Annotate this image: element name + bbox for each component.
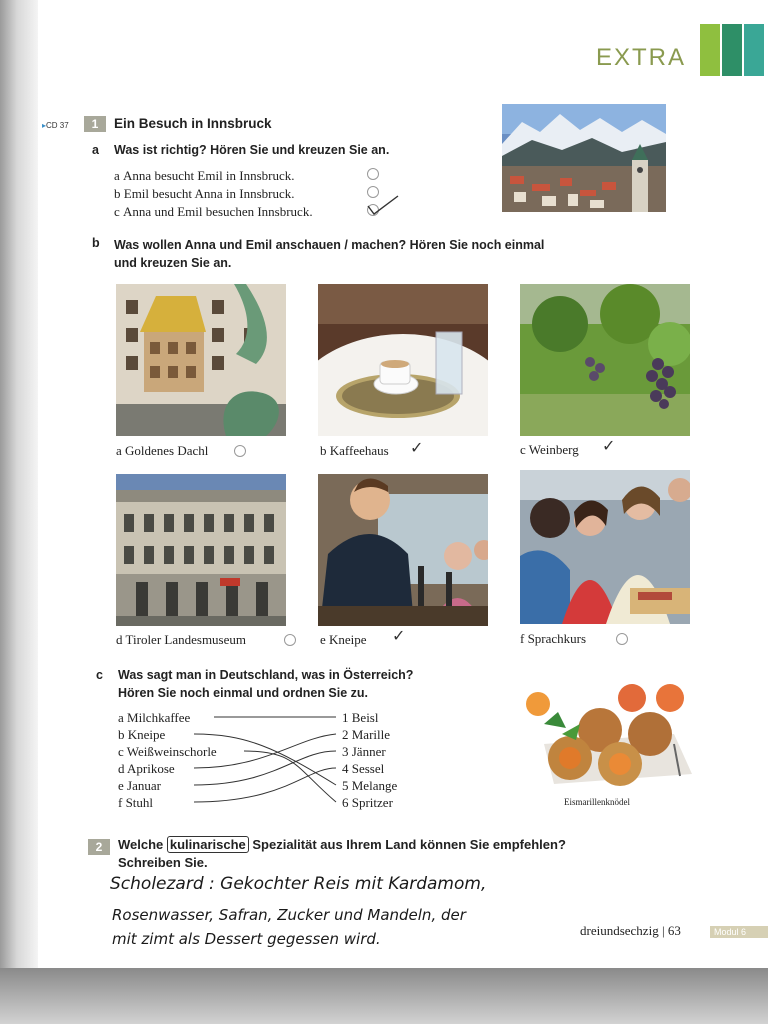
header-bar-teal (722, 24, 742, 76)
right-item: 1 Beisl (342, 710, 379, 725)
question-a-letter: a (92, 143, 99, 157)
circled-word: kulinarische (167, 836, 249, 853)
page-word: dreiundsechzig (580, 923, 659, 938)
matching-lines (186, 708, 346, 812)
radio-sprachkurs[interactable] (616, 633, 628, 645)
exercise-2-prompt: Welche kulinarische Spezialität aus Ihrem Land können Sie empfehlen? Schreiben Sie. (118, 837, 566, 870)
checkmark-icon: ✓ (410, 438, 424, 457)
page-number: 63 (667, 923, 681, 938)
page-footer: dreiundsechzig | 63 (580, 923, 681, 938)
extra-label: EXTRA (596, 44, 687, 71)
photo-goldenes-dachl (116, 284, 286, 436)
question-a-text: Was ist richtig? Hören Sie und kreuzen Sie an. (114, 143, 390, 157)
caption-sprachkurs: f Sprachkurs (520, 631, 587, 646)
book-spine-shadow (0, 0, 38, 968)
answer-options-a (114, 167, 313, 221)
option-c: c Anna und Emil besuchen Innsbruck. (114, 204, 313, 219)
photo-eismarillenknoedel (524, 684, 694, 792)
handwritten-line-1: Scholezard : Gekochter Reis mit Kardamom, (110, 874, 487, 894)
photo-weinberg (520, 284, 690, 436)
left-item: f Stuhl (118, 795, 154, 810)
caption-weinberg: c Weinberg (520, 442, 579, 457)
photo-kaffeehaus (318, 284, 488, 436)
left-item: e Januar (118, 778, 161, 793)
right-item: 2 Marille (342, 727, 391, 742)
photo-caption-eismarillenknoedel: Eismarillenknödel (564, 797, 630, 807)
option-b: b Emil besucht Anna in Innsbruck. (114, 186, 295, 201)
left-item: d Aprikose (118, 761, 175, 776)
photo-kneipe (318, 474, 488, 626)
right-item: 3 Jänner (342, 744, 386, 759)
exercise-1-title: Ein Besuch in Innsbruck (114, 116, 272, 131)
right-item: 4 Sessel (342, 761, 385, 776)
checkmark-icon: ✓ (392, 626, 406, 645)
page-bottom-shadow (0, 968, 768, 1024)
header-bar-green (700, 24, 720, 76)
exercise-number-1: 1 (84, 116, 106, 132)
question-c-letter: c (96, 668, 103, 682)
caption-goldenes-dachl: a Goldenes Dachl (116, 443, 209, 458)
cd-track-label: ▸CD 37 (42, 121, 69, 130)
option-a: a Anna besucht Emil in Innsbruck. (114, 168, 295, 183)
left-item: c Weißweinschorle (118, 744, 217, 759)
matching-right-list (342, 709, 397, 811)
photo-sprachkurs (520, 470, 690, 624)
left-item: b Kneipe (118, 727, 166, 742)
checkmark-icon: ✓ (602, 436, 616, 455)
radio-tiroler-landesmuseum[interactable] (284, 634, 296, 646)
header-bar-cyan (744, 24, 764, 76)
play-icon: ▸ (42, 121, 47, 130)
question-b-letter: b (92, 236, 100, 250)
radio-goldenes-dachl[interactable] (234, 445, 246, 457)
checkmark-icon (366, 194, 400, 216)
right-item: 6 Spritzer (342, 795, 393, 810)
question-b-text: Was wollen Anna und Emil anschauen / machen? Hören Sie noch einmal und kreuzen Sie an. (114, 238, 545, 270)
photo-tiroler-landesmuseum (116, 474, 286, 626)
caption-kneipe: e Kneipe (320, 632, 367, 647)
radio-option-a[interactable] (367, 168, 379, 180)
right-item: 5 Melange (342, 778, 398, 793)
question-c-text: Was sagt man in Deutschland, was in Österreich? Hören Sie noch einmal und ordnen Sie zu. (118, 668, 414, 700)
caption-kaffeehaus: b Kaffeehaus (320, 443, 389, 458)
handwritten-line-2: Rosenwasser, Safran, Zucker und Mandeln, der (112, 906, 466, 924)
left-item: a Milchkaffee (118, 710, 191, 725)
caption-tiroler-landesmuseum: d Tiroler Landesmuseum (116, 632, 246, 647)
handwritten-line-3: mit zimt als Dessert gegessen wird. (112, 930, 381, 948)
exercise-number-2: 2 (88, 839, 110, 855)
innsbruck-photo (502, 104, 666, 212)
module-tag: Modul 6 (710, 926, 768, 938)
